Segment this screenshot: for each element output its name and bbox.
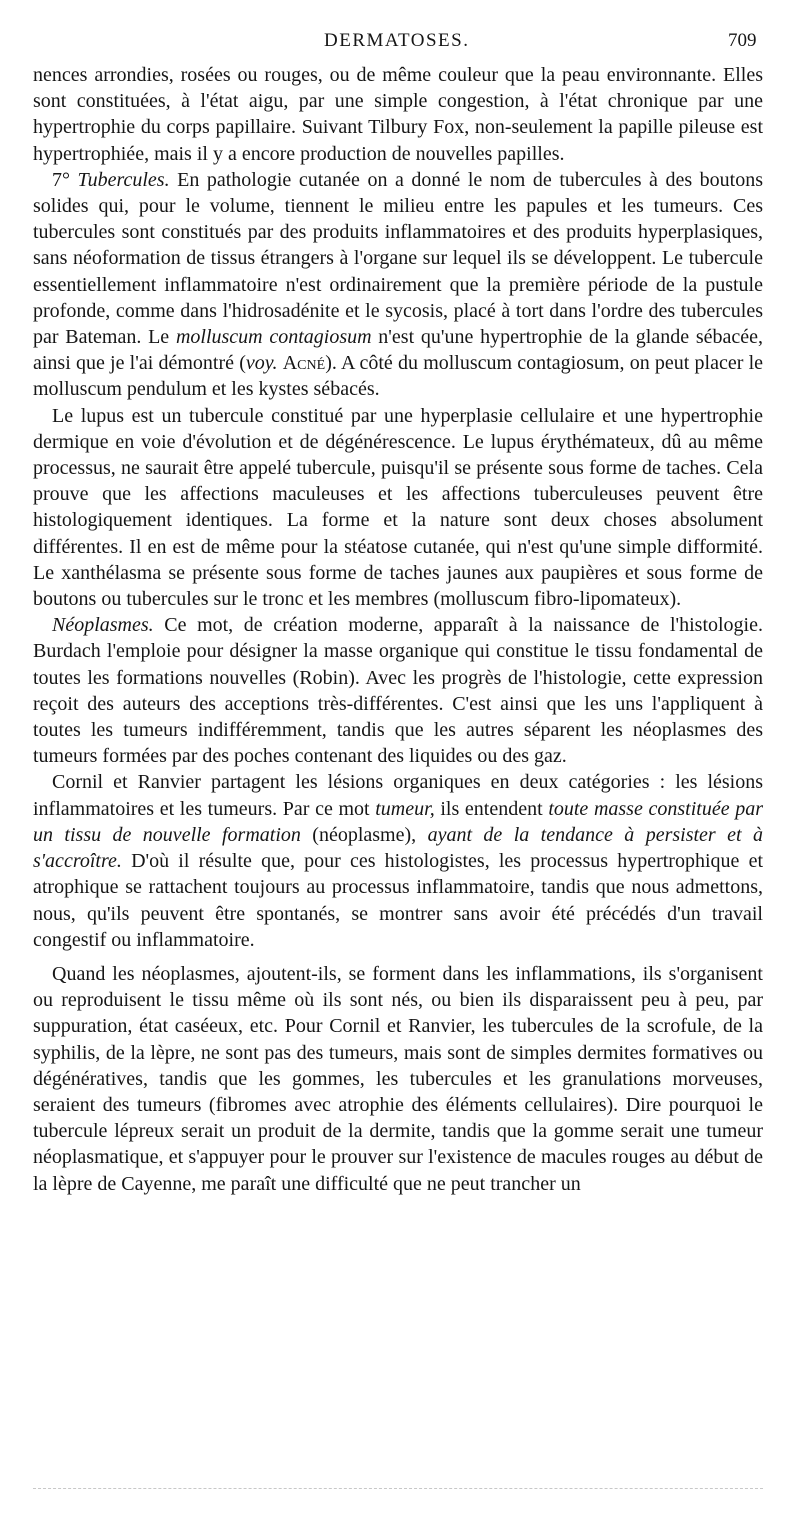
text-run: 7° (52, 168, 78, 191)
text-run: En pathologie cutanée on a donné le nom de tubercules à des boutons solides qui, pour le volume, tiennent le milieu entre les papules et les tumeurs. Ces tubercules sont constitués par des produits inflammatoires et des produits hyperplasiques, sans néoformation de tissus étrangers à l'organe sur lequel ils se développent. Le tubercule essentiellement inflammatoire n'est ordinairement que la première période de la pustule profonde, comme dans l'hidrosadénite et le sycosis, placé à tort dans l'ordre des tubercules par Bateman. Le (33, 168, 764, 349)
text-run: ils entendent (434, 797, 549, 820)
paragraph (33, 769, 763, 952)
paragraph (33, 167, 763, 403)
italic-run: molluscum contagiosum (175, 326, 372, 349)
text-run: (néoplasme), (300, 823, 428, 846)
text-run: nences arrondies, rosées ou rouges, ou de même couleur que la peau environnante. Elles sont constituées, à l'état aigu, par une simple congestion, à l'état chronique par une hypertrophie du corps papillaire. Suivant Tilbury Fox, non-seulement la papille pileuse est hypertrophiée, mais il y a encore production de nouvelles papilles. (33, 64, 763, 165)
paragraph (33, 961, 763, 1197)
paragraph (33, 62, 763, 167)
text-run: ). A côté du molluscum contagiosum, on peut placer le molluscum pendulum et les kystes sébacés. (33, 352, 764, 401)
text-run: D'où il résulte que, pour ces histologistes, les processus hypertrophique et atrophique se rattachent toujours au processus inflammatoire, tandis que nous admettons, nous, qu'ils peuvent être spontanés, se montrer sans avoir été précédés d'un travail congestif ou inflammatoire. (33, 850, 763, 951)
text-run: Cornil et Ranvier partagent les lésions organiques en deux catégories : les lésions inflammatoires et les tumeurs. Par ce mot (33, 771, 763, 820)
text-run: n'est qu'une hypertrophie de la glande sébacée, ainsi que je l'ai démontré ( (33, 326, 764, 375)
bottom-rule (33, 1488, 763, 1489)
italic-run: Tubercules. (77, 168, 170, 191)
page-number: 709 (728, 30, 757, 51)
italic-run: tumeur, (375, 797, 435, 820)
italic-run: toute masse constituée par un tissu de nouvelle formation (33, 797, 764, 846)
text-run: Quand les néoplasmes, ajoutent-ils, se forment dans les inflammations, ils s'organisent ou reproduisent le tissu même où ils sont nés, ou bien ils disparaissent peu à peu, par suppuration, état caséeux, etc. Pour Cornil et Ranvier, les tubercules de la scrofule, de la syphilis, de la lèpre, ne sont pas des tumeurs, mais sont de simples dermites formatives ou dégénératives, tandis que les gommes, les tubercules et les granulations morveuses, seraient des tumeurs (fibromes avec atrophie des éléments cellulaires). Dire pourquoi le tubercule lépreux serait un produit de la dermite, tandis que la gomme serait une tumeur néoplasmatique, et s'appuyer pour le prouver sur l'existence de macules rouges au début de la lèpre de Cayenne, me paraît une difficulté que ne peut trancher un (33, 962, 763, 1195)
body-text (33, 62, 763, 1197)
paragraph (33, 403, 763, 613)
text-run: Le lupus est un tubercule constitué par une hyperplasie cellulaire et une hypertrophie dermique en voie d'évolution et de dégénérescence. Le lupus érythémateux, dû au même processus, ne saurait être appelé tubercule, puisqu'il se présente sous forme de taches. Cela prouve que les affections maculeuses et les affections tuberculeuses peuvent être histologiquement identiques. La forme et la nature sont deux choses absolument différentes. Il en est de même pour la stéatose cutanée, qui n'est qu'une simple difformité. Le xanthélasma se présente sous forme de taches jaunes aux paupières et sous forme de boutons ou tubercules sur le tronc et les membres (molluscum fibro-lipomateux). (33, 404, 763, 611)
running-title: DERMATOSES. (324, 30, 470, 51)
small-caps-run: Acné (282, 352, 326, 375)
italic-run: voy. (245, 352, 278, 375)
italic-run: ayant de la tendance à persister et à s'accroître. (33, 823, 763, 873)
paragraph (33, 612, 763, 769)
running-header (0, 30, 800, 58)
italic-run: Néoplasmes. (52, 614, 154, 637)
text-run: Ce mot, de création moderne, apparaît à la naissance de l'histologie. Burdach l'emploie pour désigner la masse organique qui constitue le tissu fondamental de toutes les formations nouvelles (Robin). Avec les progrès de l'histologie, cette expression reçoit des auteurs des acceptions très-différentes. C'est ainsi que les uns l'appliquent à toutes les tumeurs indifféremment, tandis que les autres séparent les néoplasmes des tumeurs formées par des poches contenant des liquides ou des gaz. (33, 614, 763, 768)
